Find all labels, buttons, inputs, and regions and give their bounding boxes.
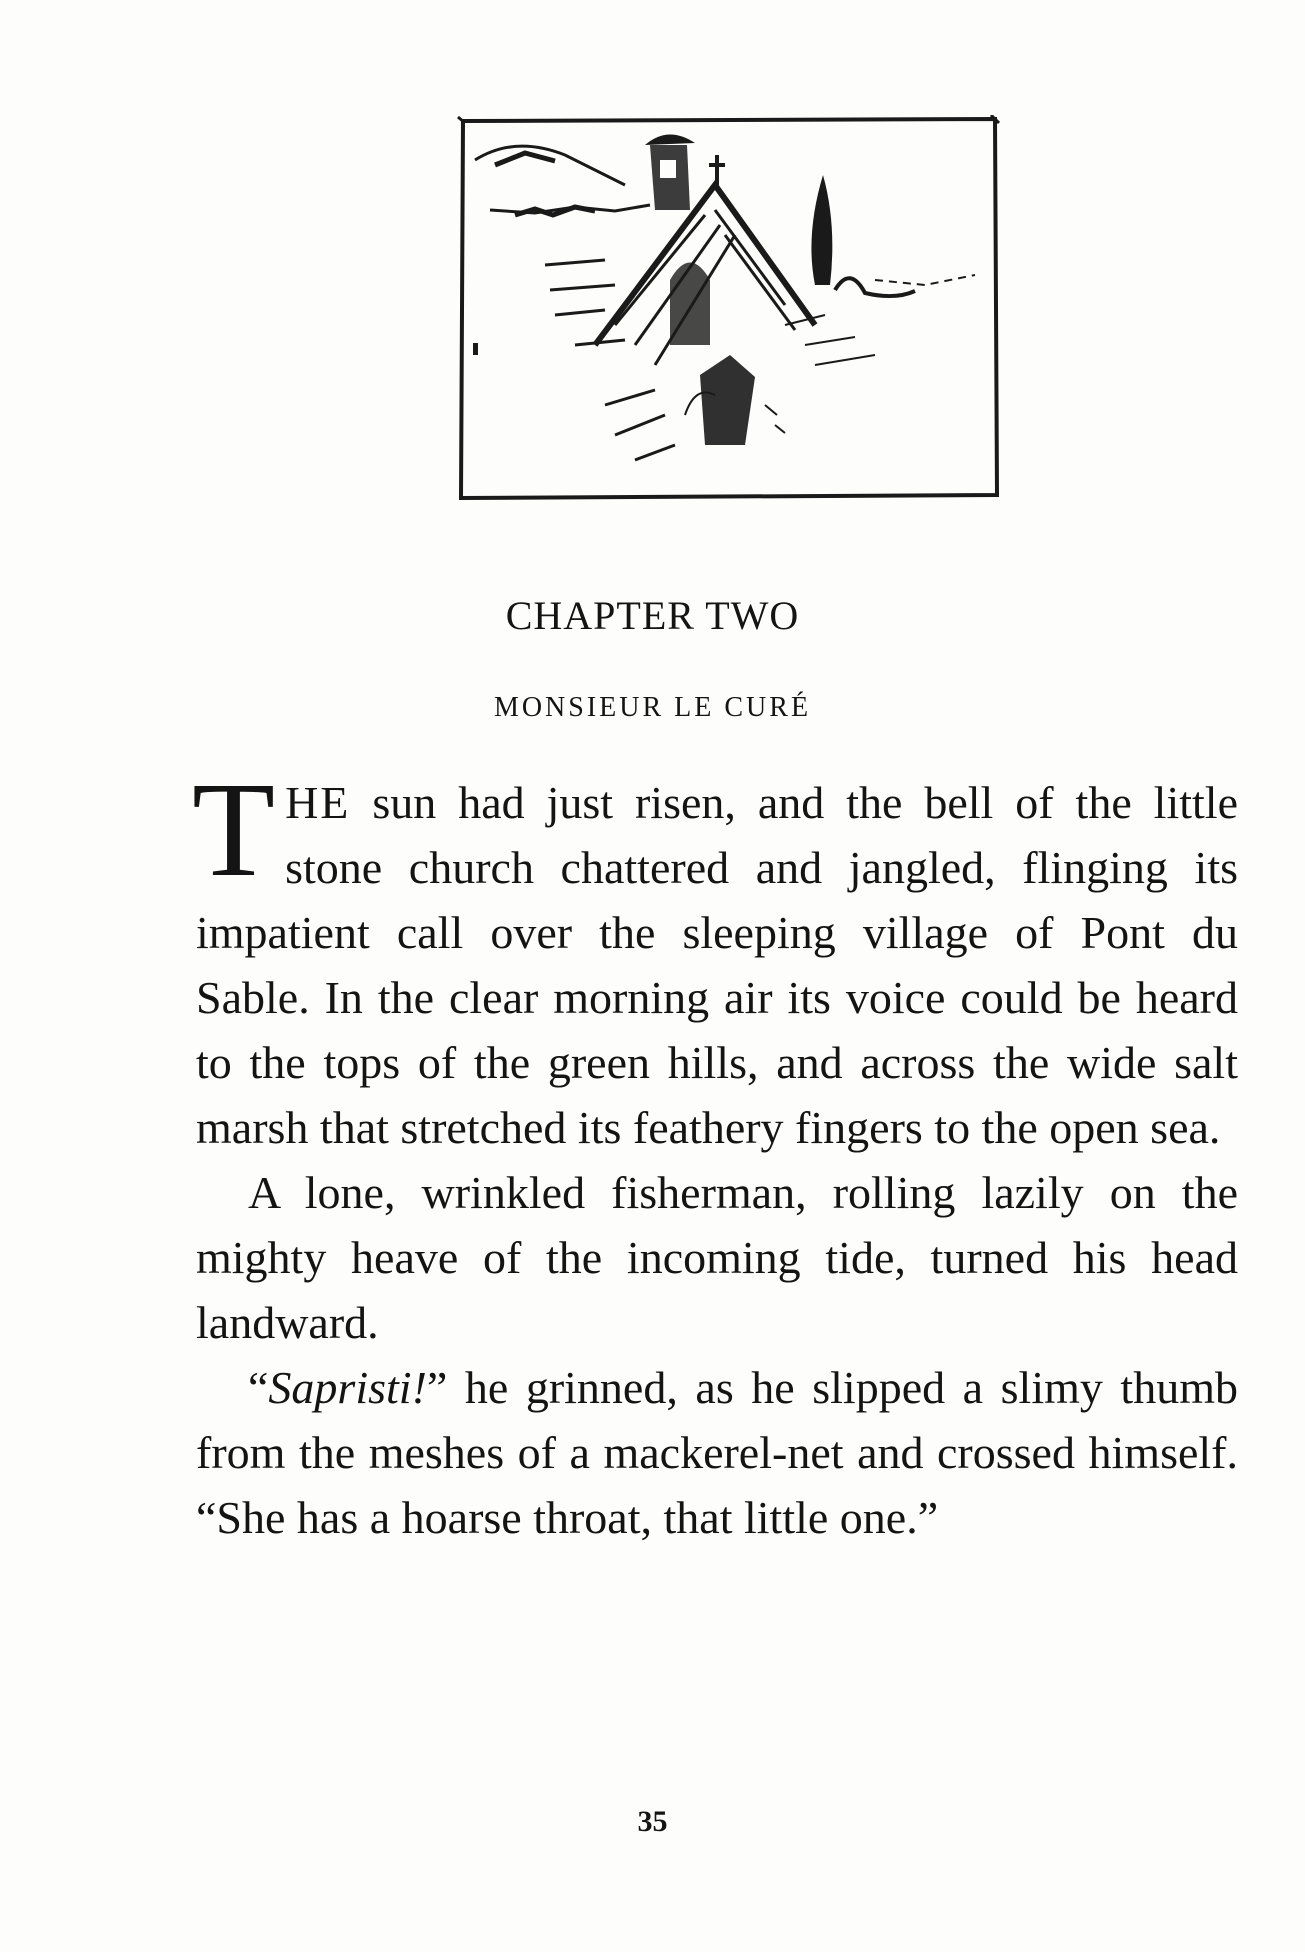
church-sketch-image <box>455 115 1000 500</box>
italic-exclamation: Sapristi! <box>268 1362 427 1413</box>
page-number: 35 <box>637 1805 668 1838</box>
chapter-subtitle: MONSIEUR LE CURÉ <box>493 692 812 723</box>
paragraph-3 <box>196 1355 1238 1550</box>
paragraph-1 <box>192 755 1238 1160</box>
lead-word: HE <box>285 777 351 828</box>
body-text <box>192 755 1238 1550</box>
paragraph-1-text: sun had just risen, and the bell of the little stone church chattered and jangled, flinging its impatient call over the sleeping village of Pont du Sable. In the clear morning air its voice could be heard to the tops of the green hills, and across the wide salt marsh that stretched its feathery fingers to the open sea. <box>196 777 1238 1153</box>
chapter-title: CHAPTER TWO <box>505 593 800 638</box>
drop-cap: T <box>192 755 276 905</box>
paragraph-2: A lone, wrinkled fisherman, rolling lazily on the mighty heave of the incoming tide, turned his head landward. <box>196 1167 1238 1348</box>
chapter-illustration <box>455 115 1000 500</box>
quote-open: “ <box>248 1362 269 1413</box>
paragraph-3-text: ” he grinned, as he slipped a slimy thumb from the meshes of a mackerel-net and crossed himself. “She has a hoarse throat, that little one.” <box>196 1362 1238 1543</box>
